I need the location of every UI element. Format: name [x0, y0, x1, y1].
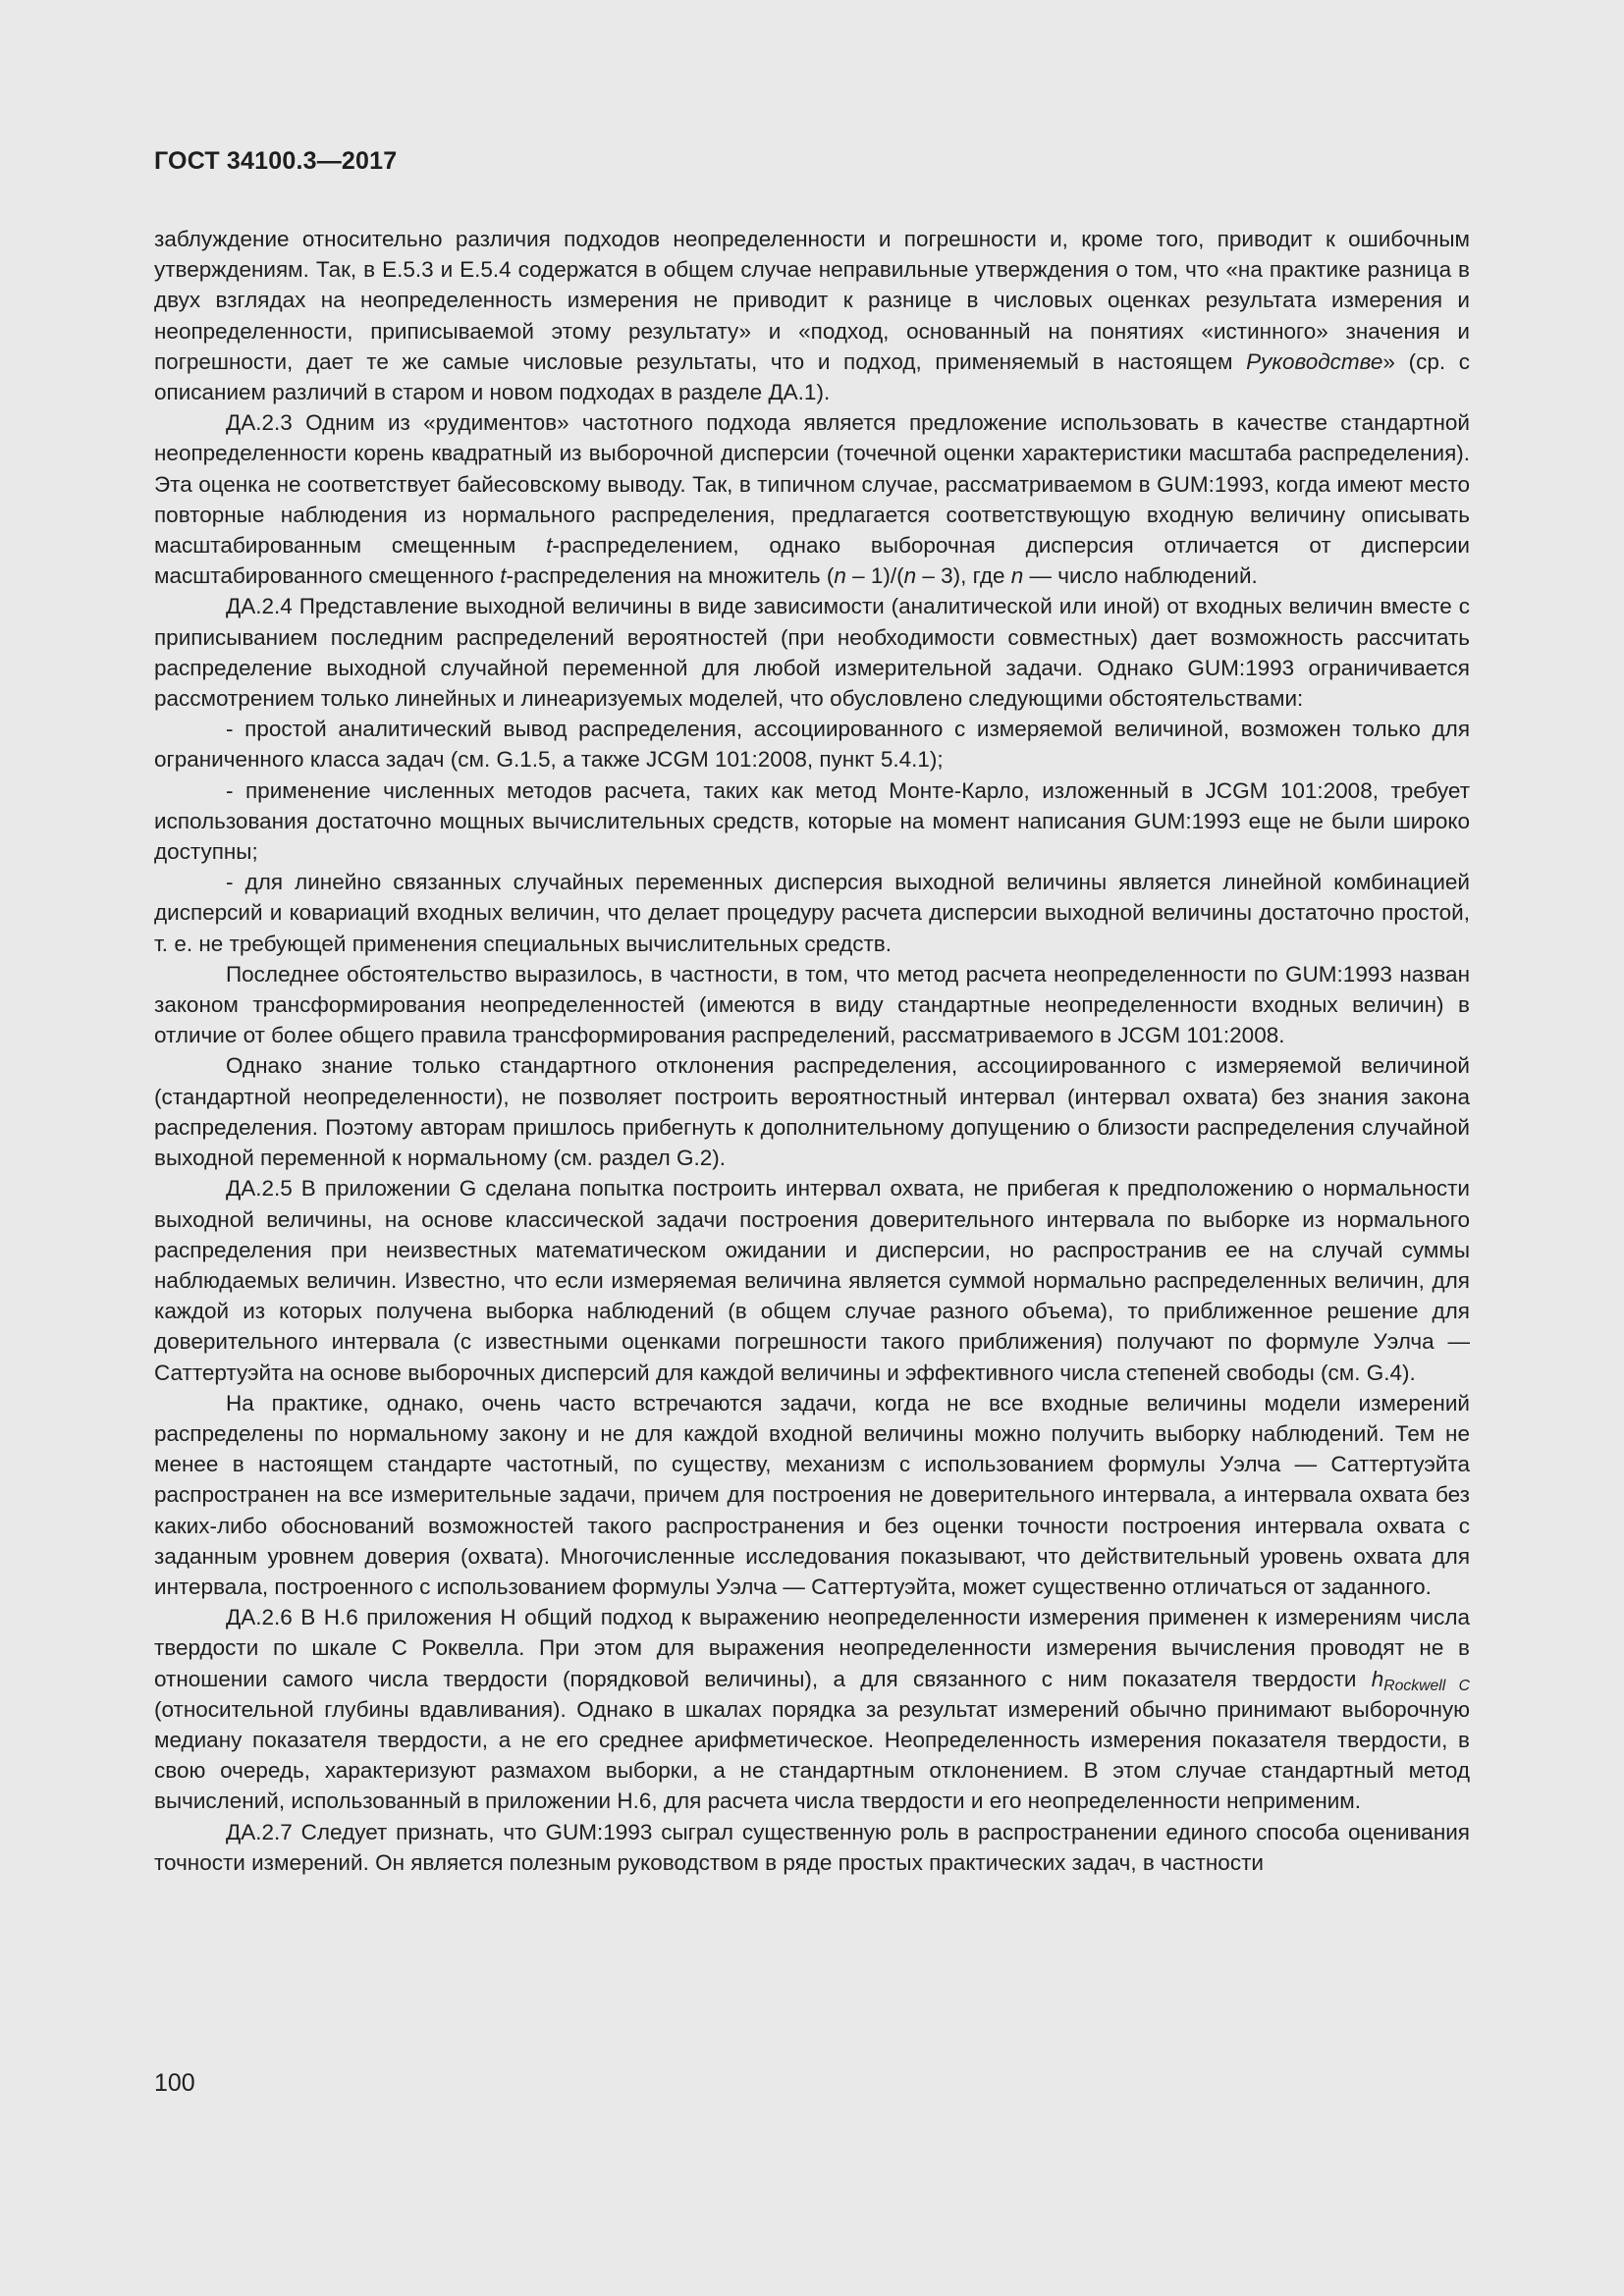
paragraph: На практике, однако, очень часто встречаются задачи, когда не все входные величины модели измерений распределены по нормальному закону и не для каждой входной величины можно получить выборку наблюдений. Тем не менее в настоящем стандарте частотный, по существу, механизм с использованием формулы Уэлча — Саттертуэйта распространен на все измерительные задачи, причем для построения не доверительного интервала, а интервала охвата без каких-либо обоснований возможностей такого распространения и без оценки точности построения интервала охвата с заданным уровнем доверия (охвата). Многочисленные исследования показывают, что действительный уровень охвата для интервала, построенного с использованием формулы Уэлча — Саттертуэйта, может существенно отличаться от заданного. — [154, 1390, 1470, 1599]
list-item: - простой аналитический вывод распределения, ассоциированного с измеряемой величиной, возможен только для ограниченного класса задач (см. G.1.5, а также JCGM 101:2008, пункт 5.4.1); — [154, 717, 1470, 773]
paragraph: ДА.2.4 Представление выходной величины в виде зависимости (аналитической или иной) от входных величин вместе с приписыванием последним распределений вероятностей (при необходимости совместных) дает возможность рассчитать распределение выходной случайной переменной для любой измерительной задачи. Однако GUM:1993 ограничивается рассмотрением только линейных и линеаризуемых моделей, что обусловлено следующими обстоятельствами: — [154, 594, 1470, 712]
paragraph: ДА.2.3 Одним из «рудиментов» частотного подхода является предложение использовать в качестве стандартной неопределенности корень квадратный из выборочной дисперсии (точечной оценки характеристики масштаба распределения). Эта оценка не соответствует байесовскому выводу. Так, в типичном случае, рассматриваемом в GUM:1993, когда имеют место повторные наблюдения из нормального распределения, предлагается соответствующую входную величину описывать масштабированным смещенным t-распределением, однако выборочная дисперсия отличается от дисперсии масштабированного смещенного t-распределения на множитель (n – 1)/(n – 3), где n — число наблюдений. — [154, 410, 1470, 589]
list-item: - для линейно связанных случайных переменных дисперсия выходной величины является линейной комбинацией дисперсий и ковариаций входных величин, что делает процедуру расчета дисперсии выходной величины достаточно простой, т. е. не требующей применения специальных вычислительных средств. — [154, 870, 1470, 956]
page-number: 100 — [154, 2069, 195, 2097]
standard-header: ГОСТ 34100.3—2017 — [154, 147, 398, 175]
list-item: - применение численных методов расчета, таких как метод Монте-Карло, изложенный в JCGM 101:2008, требует использования достаточно мощных вычислительных средств, которые на момент написания GUM:1993 еще не были широко доступны; — [154, 777, 1470, 865]
paragraph: ДА.2.5 В приложении G сделана попытка построить интервал охвата, не прибегая к предположению о нормальности выходной величины, на основе классической задачи построения доверительного интервала по выборке из нормального распределения при неизвестных математическом ожидании и дисперсии, но распространив ее на случай суммы наблюдаемых величин. Известно, что если измеряемая величина является суммой нормально распределенных величин, для каждой из которых получена выборка наблюдений (в общем случае разного объема), то приближенное решение для доверительного интервала (с известными оценками погрешности такого приближения) получают по формуле Уэлча — Саттертуэйта на основе выборочных дисперсий для каждой величины и эффективного числа степеней свободы (см. G.4). — [154, 1176, 1470, 1385]
paragraph: Однако знание только стандартного отклонения распределения, ассоциированного с измеряемой величиной (стандартной неопределенности), не позволяет построить вероятностный интервал (интервал охвата) без знания закона распределения. Поэтому авторам пришлось прибегнуть к дополнительному допущению о близости распределения случайной выходной переменной к нормальному (см. раздел G.2). — [154, 1053, 1470, 1171]
body-text — [154, 224, 1470, 1878]
paragraph: ДА.2.6 В H.6 приложения H общий подход к выражению неопределенности измерения применен к измерениям числа твердости по шкале С Роквелла. При этом для выражения неопределенности измерения вычисления проводят не в отношении самого числа твердости (порядковой величины), а для связанного с ним показателя твердости $h_{Rockwell C}$ (относительной глубины вдавливания). Однако в шкалах порядка за результат измерений обычно принимают выборочную медиану показателя твердости, а не его среднее арифметическое. Неопределенность измерения показателя твердости, в свою очередь, характеризуют размахом выборки, а не стандартным отклонением. В этом случае стандартный метод вычислений, использованный в приложении H.6, для расчета числа твердости и его неопределенности неприменим. — [154, 1605, 1470, 1814]
paragraph: заблуждение относительно различия подходов неопределенности и погрешности и, кроме того, приводит к ошибочным утверждениям. Так, в E.5.3 и E.5.4 содержатся в общем случае неправильные утверждения о том, что «на практике разница в двух взглядах на неопределенность измерения не приводит к разнице в числовых оценках результата измерения и неопределенности, приписываемой этому результату» и «подход, основанный на понятиях «истинного» значения и погрешности, дает те же самые числовые результаты, что и подход, применяемый в настоящем Руководстве» (ср. с описанием различий в старом и новом подходах в разделе ДА.1). — [154, 227, 1470, 405]
paragraph: Последнее обстоятельство выразилось, в частности, в том, что метод расчета неопределенности по GUM:1993 назван законом трансформирования неопределенностей (имеются в виду стандартные неопределенности входных величин) в отличие от более общего правила трансформирования распределений, рассматриваемого в JCGM 101:2008. — [154, 961, 1470, 1048]
paragraph: ДА.2.7 Следует признать, что GUM:1993 сыграл существенную роль в распространении единого способа оценивания точности измерений. Он является полезным руководством в ряде простых практических задач, в частности — [154, 1819, 1470, 1875]
